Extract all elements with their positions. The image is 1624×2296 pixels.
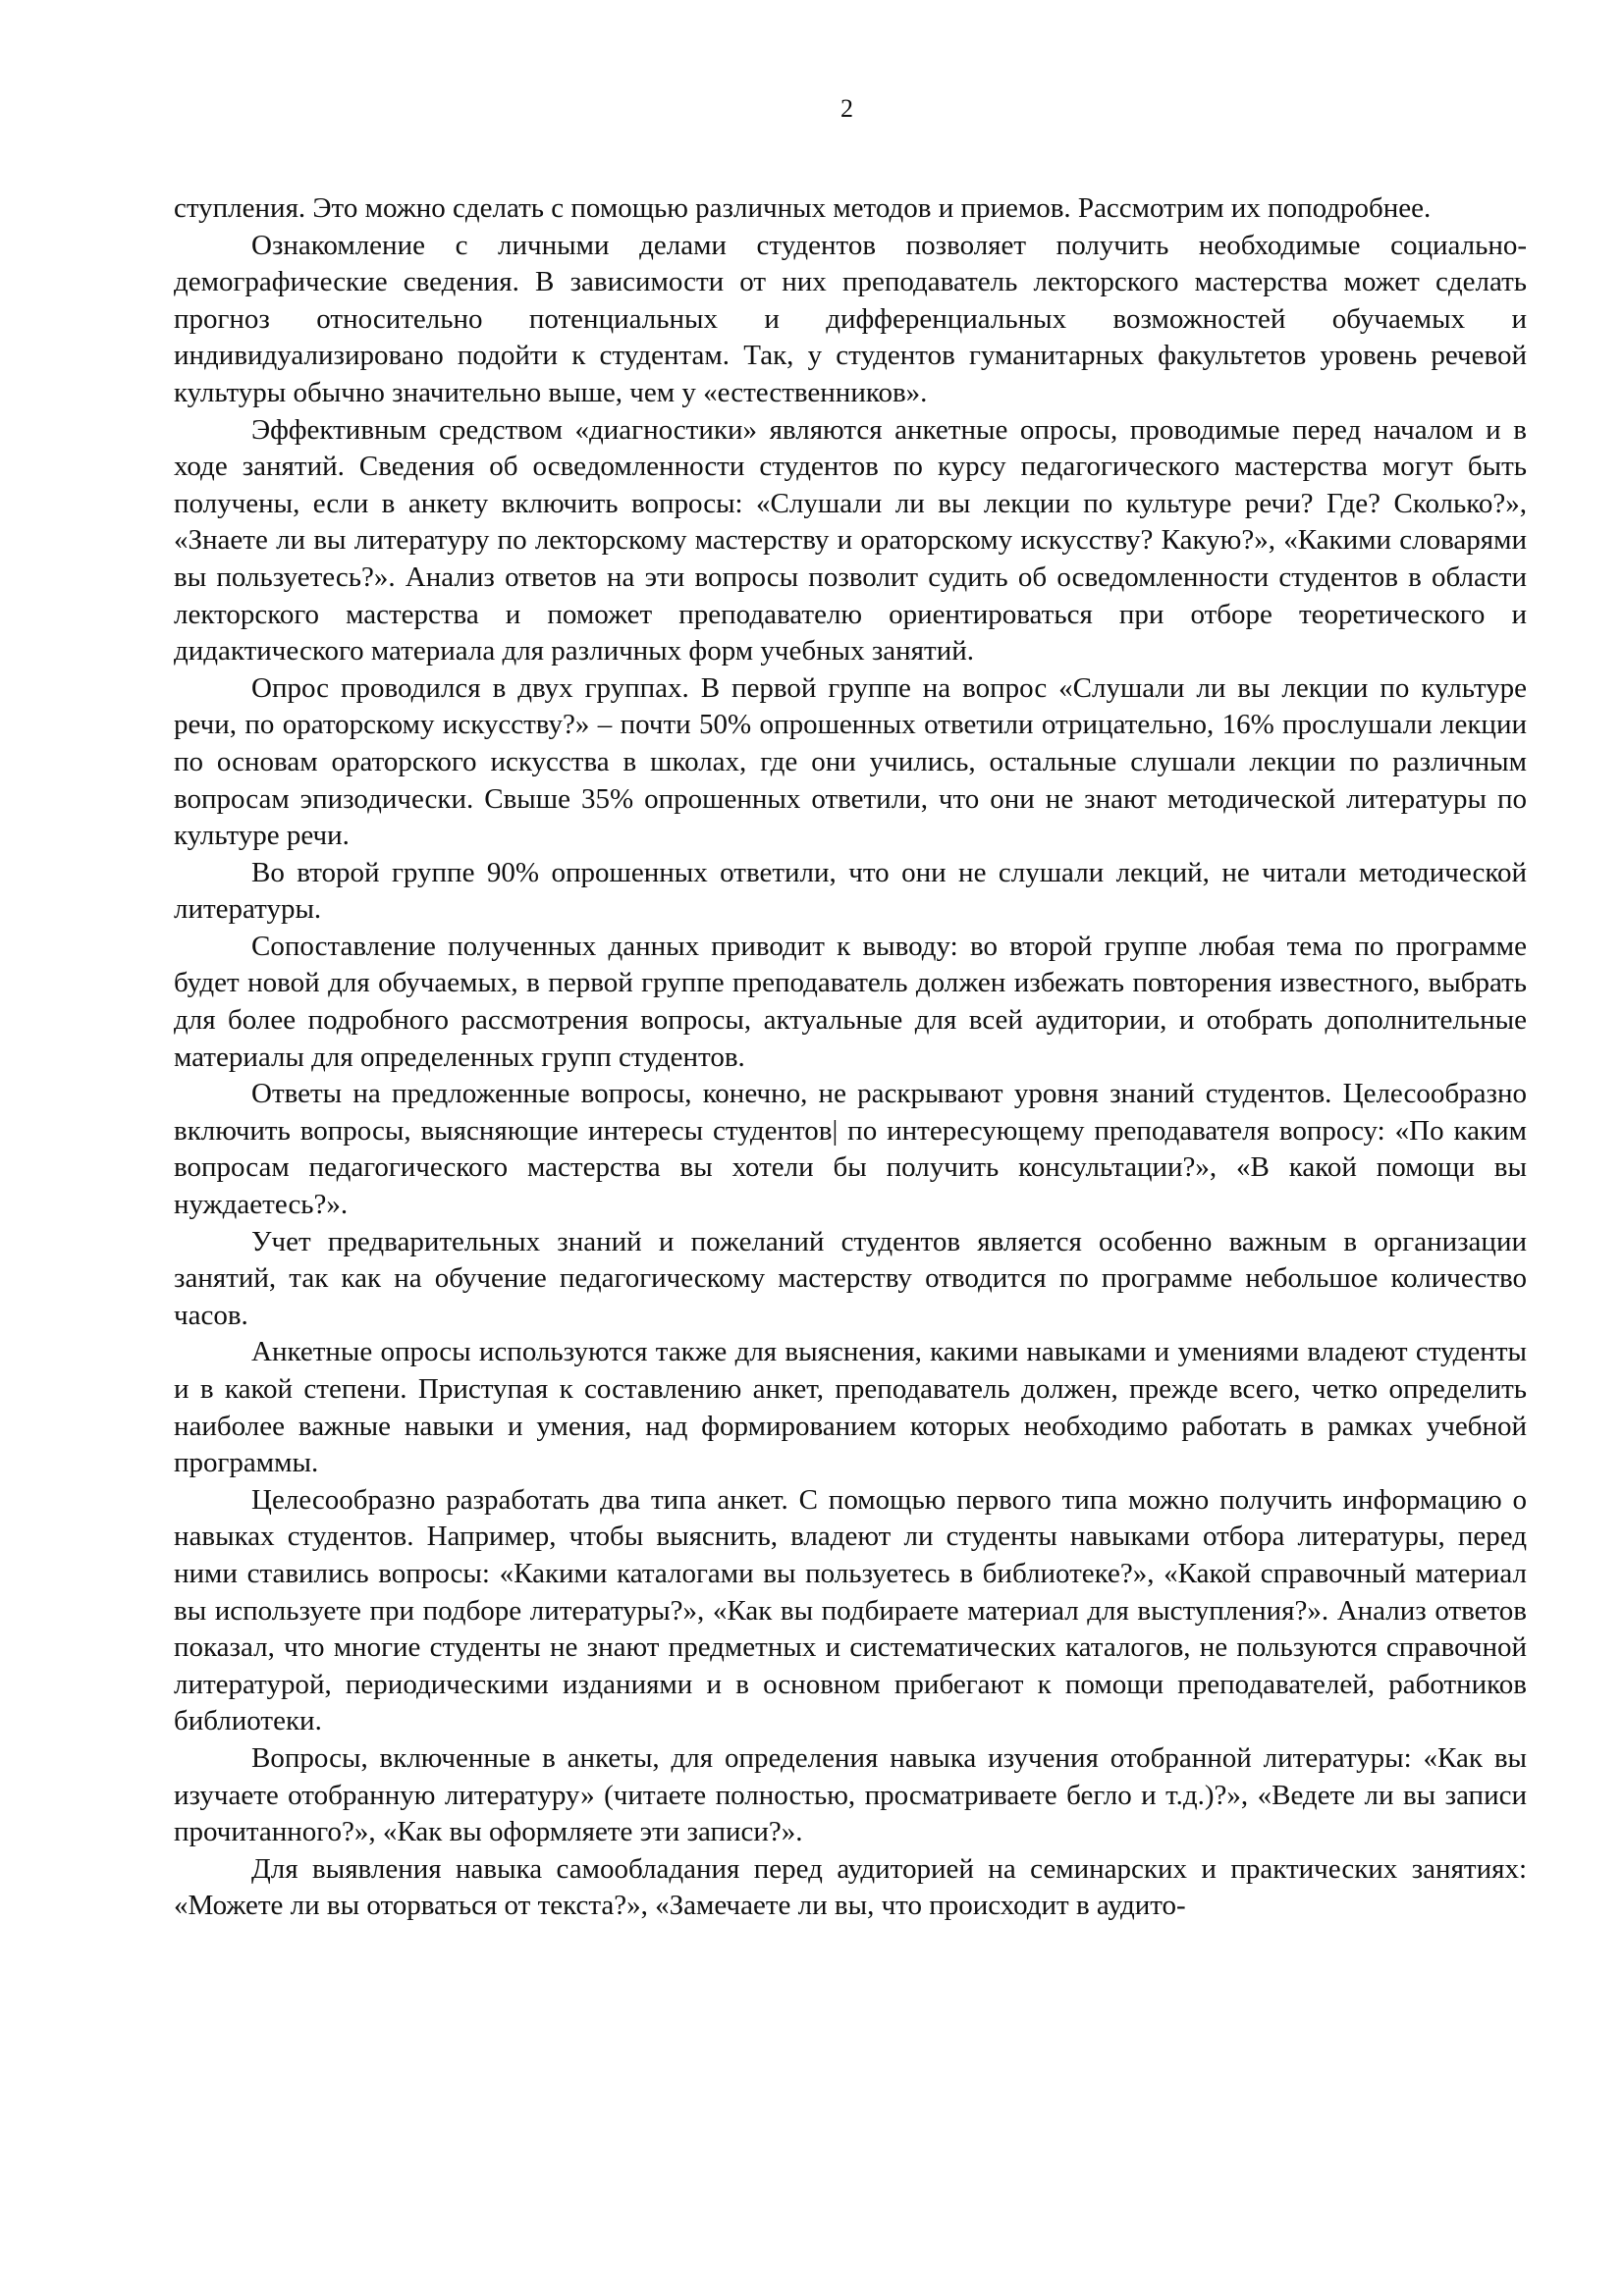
paragraph: Ознакомление с личными делами студентов позволяет получить необходимые социально-демографические сведения. В зависимости от них преподаватель лекторского мастерства может сделать прогноз относительно потенциальных и дифференциальных возможностей обучаемых и индивидуализировано подойти к студентам. Так, у студентов гуманитарных факультетов уровень речевой культуры обычно значительно выше, чем у «естественников». [174, 229, 1527, 408]
page-number: 2 [840, 94, 853, 123]
paragraph: Ответы на предложенные вопросы, конечно, не раскрывают уровня знаний студентов. Целесообразно включить вопросы, выясняющие интересы студентов| по интересующему преподавателя вопросу: «По каким вопросам педагогического мастерства вы хотели бы получить консультации?», «В какой помощи вы нуждаетесь?». [174, 1078, 1527, 1221]
paragraph: Для выявления навыка самообладания перед аудиторией на семинарских и практических занятиях: «Можете ли вы оторваться от текста?», «Замечаете ли вы, что происходит в аудито- [174, 1852, 1527, 1922]
paragraph: Эффективным средством «диагностики» являются анкетные опросы, проводимые перед началом и в ходе занятий. Сведения об осведомленности студентов по курсу педагогического мастерства могут быть получены, если в анкету включить вопросы: «Слушали ли вы лекции по культуре речи? Где? Сколько?», «Знаете ли вы литературу по лекторскому мастерству и ораторскому искусству? Какую?», «Какими словарями вы пользуетесь?». Анализ ответов на эти вопросы позволит судить об осведомленности студентов в области лекторского мастерства и поможет преподавателю ориентироваться при отборе теоретического и дидактического материала для различных форм учебных занятий. [174, 413, 1527, 667]
paragraph: Целесообразно разработать два типа анкет. С помощью первого типа можно получить информацию о навыках студентов. Например, чтобы выяснить, владеют ли студенты навыками отбора литературы, перед ними ставились вопросы: «Какими каталогами вы пользуетесь в библиотеке?», «Какой справочный материал вы используете при подборе литературы?», «Как вы подбираете материал для выступления?». Анализ ответов показал, что многие студенты не знают предметных и систематических каталогов, не пользуются справочной литературой, периодическими изданиями и в основном прибегают к помощи преподавателей, работников библиотеки. [174, 1483, 1527, 1737]
paragraph: Анкетные опросы используются также для выяснения, какими навыками и умениями владеют студенты и в какой степени. Приступая к составлению анкет, преподаватель должен, прежде всего, четко определить наиболее важные навыки и умения, над формированием которых необходимо работать в рамках учебной программы. [174, 1336, 1527, 1479]
paragraph: Вопросы, включенные в анкеты, для определения навыка изучения отобранной литературы: «Как вы изучаете отобранную литературу» (читаете полностью, просматриваете бегло и т.д.)?», «Ведете ли вы записи прочитанного?», «Как вы оформляете эти записи?». [174, 1741, 1527, 1848]
document-body [174, 190, 1527, 1925]
paragraph: Учет предварительных знаний и пожеланий студентов является особенно важным в организации занятий, так как на обучение педагогическому мастерству отводится по программе небольшое количество часов. [174, 1225, 1527, 1331]
paragraph: ступления. Это можно сделать с помощью различных методов и приемов. Рассмотрим их поподробнее. [174, 192, 1432, 224]
paragraph: Опрос проводился в двух группах. В первой группе на вопрос «Слушали ли вы лекции по культуре речи, по ораторскому искусству?» – почти 50% опрошенных ответили отрицательно, 16% прослушали лекции по основам ораторского искусства в школах, где они учились, остальные слушали лекции по различным вопросам эпизодически. Свыше 35% опрошенных ответили, что они не знают методической литературы по культуре речи. [174, 671, 1527, 852]
paragraph: Сопоставление полученных данных приводит к выводу: во второй группе любая тема по программе будет новой для обучаемых, в первой группе преподаватель должен избежать повторения известного, выбрать для более подробного рассмотрения вопросы, актуальные для всей аудитории, и отобрать дополнительные материалы для определенных групп студентов. [174, 930, 1527, 1073]
paragraph: Во второй группе 90% опрошенных ответили, что они не слушали лекций, не читали методической литературы. [174, 856, 1527, 926]
